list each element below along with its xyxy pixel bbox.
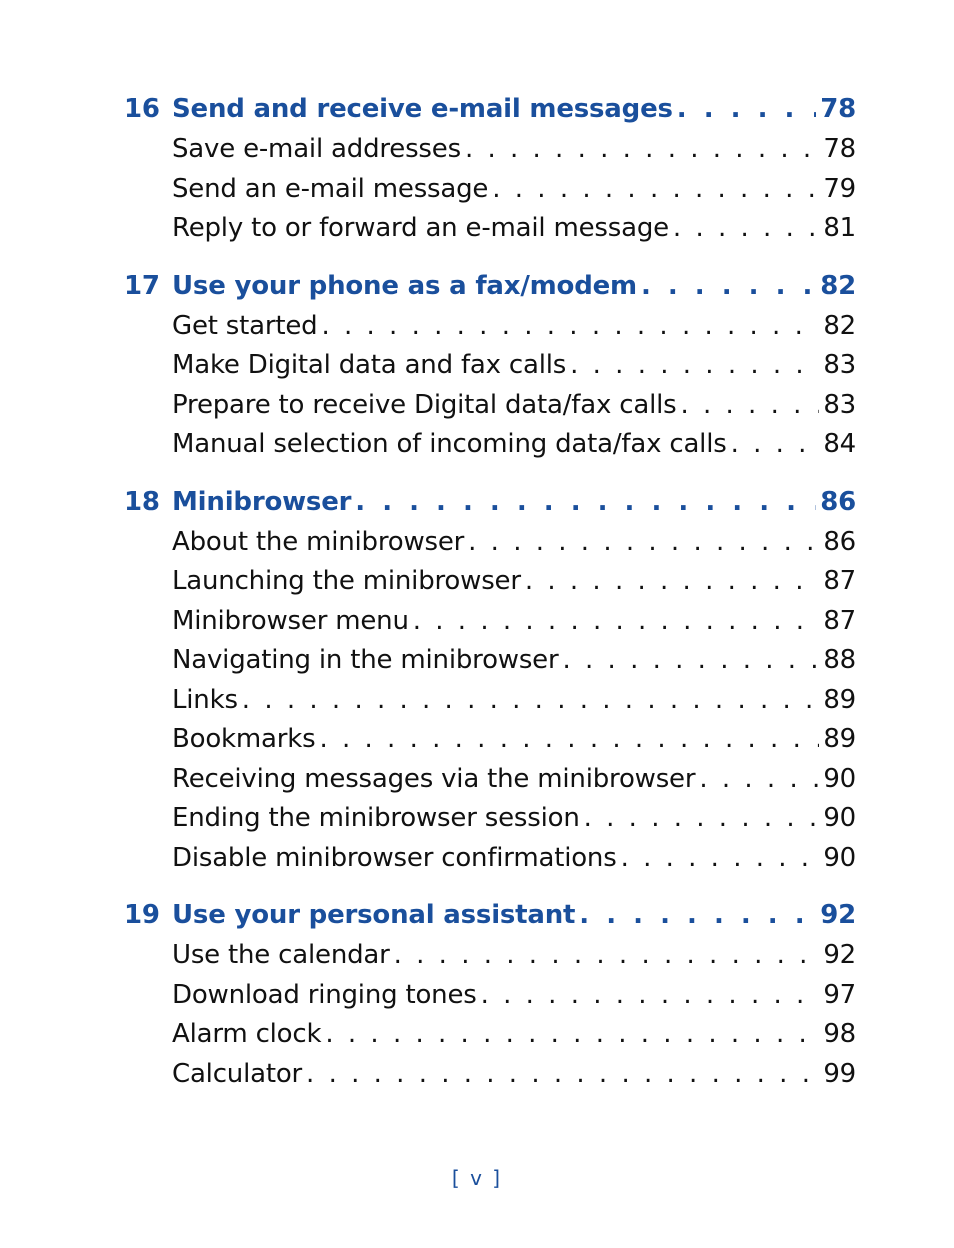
chapter-heading[interactable] — [124, 88, 856, 130]
entry-title: Prepare to receive Digital data/fax calls — [172, 389, 677, 420]
entry-title: Manual selection of incoming data/fax calls — [172, 429, 727, 459]
dot-leader — [413, 602, 820, 642]
dot-leader — [481, 976, 820, 1016]
entry-title: Save e-mail addresses — [172, 134, 461, 164]
toc-entry[interactable] — [172, 346, 856, 386]
toc-entry[interactable] — [172, 523, 856, 563]
toc-entry[interactable] — [172, 641, 856, 681]
toc-entry[interactable] — [172, 799, 856, 839]
dot-leader — [319, 720, 819, 760]
entry-page-number: 87 — [823, 566, 856, 596]
entry-page-number: 90 — [823, 842, 856, 873]
chapter-title: Use your personal assistant — [172, 900, 576, 930]
dot-leader — [731, 425, 820, 465]
toc-entry[interactable] — [172, 307, 856, 347]
table-of-contents — [124, 88, 856, 1110]
dot-leader — [584, 799, 820, 839]
toc-entry[interactable] — [172, 602, 856, 642]
entry-page-number: 79 — [823, 173, 856, 204]
entry-title: Download ringing tones — [172, 979, 477, 1010]
entry-title: Get started — [172, 310, 318, 341]
chapter-16 — [124, 88, 856, 249]
chapter-title: Use your phone as a fax/modem — [172, 270, 637, 301]
entry-page-number: 88 — [823, 645, 856, 675]
dot-leader — [673, 209, 819, 249]
chapter-number: 16 — [124, 94, 160, 124]
entry-title: Alarm clock — [172, 1019, 322, 1049]
chapter-page-number: 82 — [820, 270, 856, 301]
entry-page-number: 89 — [823, 724, 856, 754]
toc-entry[interactable] — [172, 936, 856, 976]
entry-page-number: 83 — [823, 350, 856, 380]
chapter-heading[interactable] — [124, 894, 856, 936]
dot-leader — [699, 760, 819, 800]
page-number-footer: [ v ] — [451, 1166, 503, 1190]
entry-title: About the minibrowser — [172, 526, 465, 557]
chapter-page-number: 86 — [820, 486, 856, 517]
toc-entry[interactable] — [172, 839, 856, 879]
entry-page-number: 82 — [823, 310, 856, 341]
toc-entry[interactable] — [172, 562, 856, 602]
entry-page-number: 87 — [823, 605, 856, 636]
dot-leader — [570, 346, 819, 386]
dot-leader — [677, 88, 816, 130]
toc-entry[interactable] — [172, 425, 856, 465]
toc-entry[interactable] — [172, 209, 856, 249]
dot-leader — [306, 1055, 819, 1095]
dot-leader — [355, 481, 816, 523]
toc-entry[interactable] — [172, 760, 856, 800]
entry-page-number: 92 — [823, 940, 856, 970]
chapter-number: 19 — [124, 900, 160, 930]
dot-leader — [465, 130, 819, 170]
entry-title: Reply to or forward an e-mail message — [172, 213, 669, 243]
dot-leader — [321, 307, 819, 347]
dot-leader — [394, 936, 820, 976]
chapter-19 — [124, 894, 856, 1094]
entry-title: Disable minibrowser confirmations — [172, 842, 617, 873]
chapter-heading[interactable] — [124, 265, 856, 307]
chapter-number: 18 — [124, 486, 160, 517]
chapter-title: Send and receive e-mail messages — [172, 94, 673, 124]
toc-entry[interactable] — [172, 1015, 856, 1055]
chapter-page-number: 78 — [820, 94, 856, 124]
chapter-title: Minibrowser — [172, 486, 352, 517]
chapter-18 — [124, 481, 856, 879]
entry-title: Navigating in the minibrowser — [172, 645, 559, 675]
entry-title: Ending the minibrowser session — [172, 803, 580, 833]
dot-leader — [525, 562, 819, 602]
entry-page-number: 84 — [823, 429, 856, 459]
entry-page-number: 90 — [823, 803, 856, 833]
entry-title: Minibrowser menu — [172, 605, 409, 636]
dot-leader — [680, 386, 819, 426]
entry-page-number: 78 — [823, 134, 856, 164]
dot-leader — [325, 1015, 819, 1055]
chapter-heading[interactable] — [124, 481, 856, 523]
dot-leader — [621, 839, 820, 879]
entry-title: Send an e-mail message — [172, 173, 489, 204]
toc-entry[interactable] — [172, 681, 856, 721]
toc-entry[interactable] — [172, 170, 856, 210]
entry-title: Use the calendar — [172, 940, 390, 970]
chapter-page-number: 92 — [820, 900, 856, 930]
toc-entry[interactable] — [172, 720, 856, 760]
entry-page-number: 98 — [823, 1019, 856, 1049]
entry-title: Bookmarks — [172, 724, 316, 754]
dot-leader — [579, 894, 816, 936]
toc-entry[interactable] — [172, 1055, 856, 1095]
entry-title: Calculator — [172, 1058, 303, 1089]
toc-entry[interactable] — [172, 386, 856, 426]
toc-entry[interactable] — [172, 976, 856, 1016]
entry-title: Launching the minibrowser — [172, 566, 521, 596]
dot-leader — [242, 681, 820, 721]
entry-page-number: 90 — [823, 763, 856, 794]
dot-leader — [562, 641, 819, 681]
entry-page-number: 97 — [823, 979, 856, 1010]
dot-leader — [468, 523, 819, 563]
chapter-17 — [124, 265, 856, 465]
entry-page-number: 83 — [823, 389, 856, 420]
dot-leader — [492, 170, 819, 210]
entry-title: Links — [172, 684, 238, 715]
entry-page-number: 81 — [823, 213, 856, 243]
entry-page-number: 89 — [823, 684, 856, 715]
entry-page-number: 86 — [823, 526, 856, 557]
chapter-number: 17 — [124, 270, 160, 301]
dot-leader — [641, 265, 816, 307]
entry-page-number: 99 — [823, 1058, 856, 1089]
entry-title: Make Digital data and fax calls — [172, 350, 567, 380]
toc-entry[interactable] — [172, 130, 856, 170]
entry-title: Receiving messages via the minibrowser — [172, 763, 696, 794]
